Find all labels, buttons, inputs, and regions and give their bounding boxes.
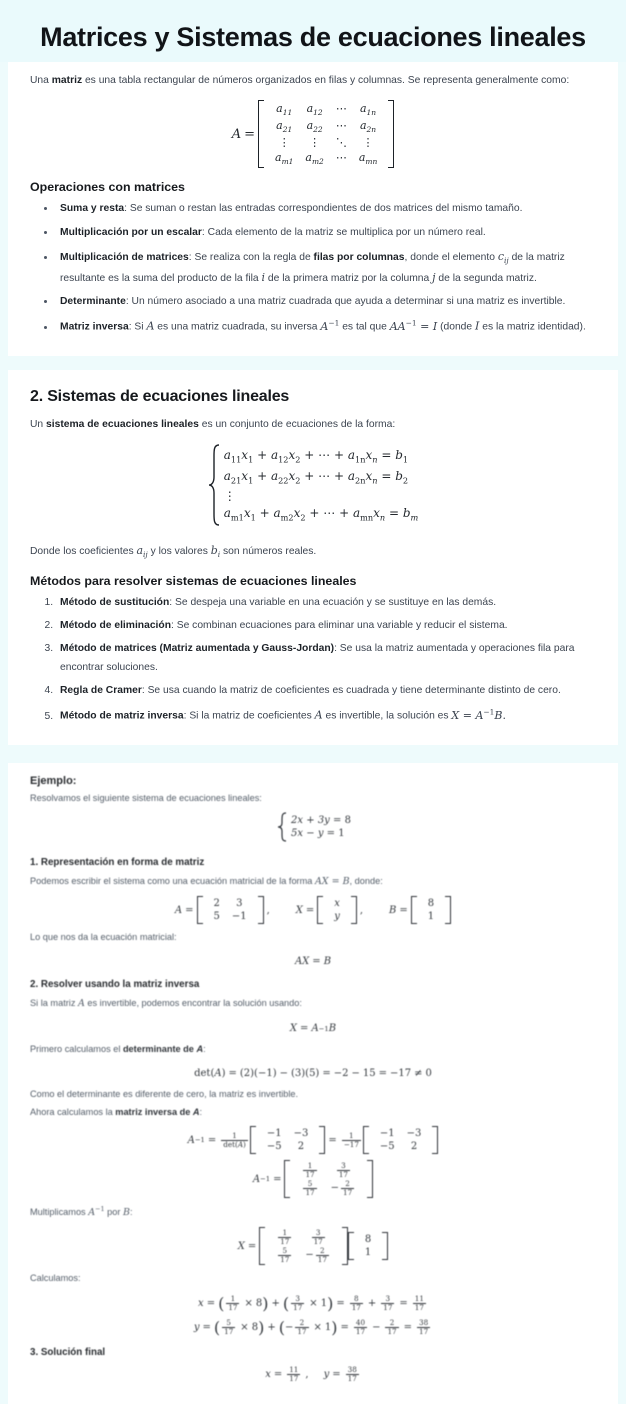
op-term: Determinante [60, 295, 126, 307]
matrix-adjugate-2 [363, 1126, 439, 1154]
list-item [56, 682, 596, 700]
cell: $a_{21}$ [276, 119, 293, 135]
cell: 8 [364, 1234, 372, 1246]
bracket-right [388, 100, 394, 169]
det-line-display [30, 1063, 596, 1081]
det-bold: determinante de A [122, 1044, 204, 1055]
denominator: −17 [343, 1139, 359, 1149]
list-item: • Multiplicación de matrices: Se realiza con la regla de filas por columnas, donde el elemento $c_{ij}$ de la matriz resultante es la suma del producto de la fila i de la primera matriz por la columna j de la segunda matriz. [56, 247, 596, 288]
matrix-B-2 [348, 1232, 388, 1260]
bracket-right [445, 896, 451, 924]
equation-row: $a_{m1}x_1 + a_{m2}x_2$ + ⋯ + $a_{mn}x_n = b_m$ [223, 506, 419, 523]
intro-bold-term: matriz [51, 74, 83, 86]
math-i: i [261, 270, 266, 284]
example-step3-heading: 3. Solución final [30, 1346, 106, 1358]
list-item [56, 594, 596, 612]
cell: 1 [427, 911, 435, 923]
matrix-a-grid [264, 100, 388, 169]
multiply-equation: X = $\frac{1}{17}$ $\frac{3}{17}$ $\frac{5}{17}$ − $\frac{2}{17}$ 8 1 [238, 1227, 389, 1265]
example-step1-after: Lo que nos da la ecuación matricial: [30, 932, 177, 943]
matrix-a-label: A [231, 126, 242, 142]
cell: − $\frac{2}{17}$ [305, 1246, 327, 1264]
cell: $a_{11}$ [276, 101, 293, 118]
final-y-frac [346, 1366, 359, 1382]
method-term: Método de eliminación [60, 619, 171, 631]
math-X-eq-AinvB: $X = A^{-1}B$. [451, 707, 507, 722]
det-line: det( A ) = (2)(−1) − (3)(5) = −2 − 15 = −17 ≠ 0 [194, 1068, 432, 1080]
cell: −5 [266, 1141, 282, 1153]
cell: $a_{22}$ [306, 119, 323, 135]
list-item [56, 617, 596, 635]
intro-lead: Un [30, 419, 47, 431]
numerator: 11 [289, 1365, 299, 1375]
cell: $a_{2n}$ [359, 119, 377, 135]
cell: −1 [266, 1128, 282, 1140]
system-equations-display [30, 444, 596, 531]
example-step2-heading: 2. Resolver usando la matriz inversa [30, 979, 200, 991]
example-step1-heading: 1. Representación en forma de matriz [30, 857, 205, 869]
list-item: 5. Método de matriz inversa: Si la matriz de coeficientes A es invertible, la solución es $X = A^{-1}B$. [56, 705, 596, 726]
method-term: Método de matrices (Matriz aumentada y Gauss-Jordan) [60, 643, 335, 655]
solution-formula: X = A −1 B [289, 1023, 337, 1035]
matrix-A-grid [203, 896, 258, 924]
op-text: : Un número asociado a una matriz cuadrada que ayuda a determinar si una matriz es invertible. [125, 295, 566, 307]
list-item [56, 293, 596, 311]
inverse-fraction-display [30, 1160, 596, 1198]
math-j: j [432, 270, 436, 284]
multiply-intro: Multiplicamos $A^{-1}$ por B: [30, 1205, 133, 1219]
matrix-X-def: X = x y , [295, 898, 364, 923]
bracket-right [432, 1126, 438, 1154]
cell: −3 [293, 1128, 309, 1140]
inverse-fraction-matrix: A −1 = $\frac{1}{17}$ $\frac{3}{17}$ $\frac{5}{17}$ − $\frac{2}{17}$ [253, 1160, 373, 1198]
general-matrix-display [30, 100, 596, 169]
op-text: : Se suman o restan las entradas correspondientes de dos matrices del mismo tamaño. [124, 203, 523, 215]
cell: ⋮ [278, 136, 290, 150]
math-bi: $b_i$ [210, 544, 221, 560]
adjugate-grid-2 [369, 1126, 433, 1154]
intro-lead: Una [30, 74, 52, 86]
method-text: : Se usa cuando la matriz de coeficientes es cuadrada y tiene determinante distinto de cero. [141, 684, 561, 696]
section-matrices [8, 62, 618, 356]
matrices-intro-paragraph [30, 72, 596, 90]
example-step2-text: Si la matriz A es invertible, podemos encontrar la solución usando: [30, 998, 302, 1010]
operations-heading: Operaciones con matrices [30, 180, 185, 195]
equation-row: ⋮ [223, 488, 236, 503]
math-AAinv-I: $AA^{-1} = I$ [389, 318, 438, 333]
page-title: Matrices y Sistemas de ecuaciones lineales [40, 22, 586, 52]
matrix-equation-display [30, 951, 596, 969]
cell: −1 [379, 1128, 395, 1140]
example-step1-text: Podemos escribir el sistema como una ecuación matricial de la forma AX = B, donde: [30, 876, 383, 888]
equation-row: $a_{21}x_1 + a_{22}x_2$ + ⋯ + $a_{2n}x_n = b_2$ [223, 469, 409, 486]
section2-heading: 2. Sistemas de ecuaciones lineales [30, 388, 290, 406]
cell: y [334, 911, 340, 923]
inverse-frac-grid-2 [265, 1227, 342, 1265]
math-aij: $a_{ij}$ [136, 544, 148, 560]
cell: $\frac{1}{17}$ [305, 1161, 315, 1179]
matrix-B-def: B = 8 1 [389, 896, 451, 924]
cell: 2 [297, 1141, 305, 1153]
numerator: 38 [347, 1365, 357, 1375]
matrix-B-grid [417, 896, 445, 924]
method-term: Regla de Cramer [60, 684, 142, 696]
list-item: • Matriz inversa: Si A es una matriz cuadrada, su inversa $A^{-1}$ es tal que $AA^{-1} = I$ (donde I es la matriz identidad). [56, 316, 596, 337]
inv-bold: matriz inversa de A [115, 1106, 200, 1117]
example-system-display [30, 812, 596, 847]
math-Ainv: $A^{-1}$ [88, 1205, 105, 1219]
op-term: Matriz inversa [60, 321, 129, 333]
math-B: B [122, 1207, 130, 1219]
final-x-frac [287, 1366, 300, 1382]
math-Ainv: $A^{-1}$ [320, 318, 340, 333]
multiply-display [30, 1227, 596, 1265]
example-system-lines [289, 812, 351, 842]
cell: $\frac{3}{17}$ [313, 1228, 323, 1246]
cell: ⋮ [309, 136, 321, 150]
methods-list [30, 594, 596, 727]
matrix-a-body [258, 100, 394, 169]
left-brace-icon [275, 812, 289, 842]
bracket-right [367, 1160, 373, 1198]
intro-rest: es un conjunto de ecuaciones de la forma: [198, 419, 396, 431]
example-matrices-display [30, 896, 596, 924]
matrix-inverse-frac [284, 1160, 373, 1198]
cell: 1 [364, 1247, 372, 1259]
methods-heading: Métodos para resolver sistemas de ecuaciones lineales [30, 573, 357, 588]
cell: −1 [231, 911, 247, 923]
inverse-calc-display [30, 1126, 596, 1154]
equation-row: $a_{11}x_1 + a_{12}x_2$ + ⋯ + $a_{1n}x_n = b_1$ [223, 447, 409, 465]
op-text: : Cada elemento de la matriz se multiplica por un número real. [201, 226, 486, 238]
list-item [56, 640, 596, 677]
cell: − $\frac{2}{17}$ [330, 1179, 353, 1197]
sistemas-intro-paragraph [30, 416, 596, 434]
inverse-frac-grid [290, 1160, 367, 1198]
numerator: 1 [232, 1130, 237, 1140]
cell: $a_{m1}$ [275, 151, 294, 167]
cell: 2 [410, 1141, 418, 1153]
cell: ⋯ [335, 119, 347, 133]
method-term: Método de sustitución [60, 596, 170, 608]
frac-1-detA [221, 1132, 248, 1148]
denominator: 17 [289, 1373, 299, 1383]
math-I: I [475, 319, 480, 333]
list-item [56, 224, 596, 242]
cell: −3 [406, 1128, 422, 1140]
op-emph: filas por columnas [313, 252, 405, 264]
matrix-equation: AX = B [294, 956, 332, 968]
frac-1-17 [342, 1132, 361, 1148]
calc-intro: Calculamos: [30, 1273, 81, 1284]
det-after: Como el determinante es diferente de cero, la matriz es invertible. [30, 1089, 299, 1100]
cell: ⋯ [335, 151, 347, 165]
math-A: A [146, 319, 155, 333]
method-text: : Se usa la matriz aumentada y operaciones fila para encontrar soluciones. [60, 643, 575, 673]
matrix-B [411, 896, 451, 924]
calc-y: y = ( $\frac{5}{17}$ × 8 ) + ( − $\frac{2}{17}$ × 1 ) = $\frac{40}{17}$ − $\frac{2}{17}$ = $\frac{38}{17}$ [193, 1317, 429, 1337]
method-text: : Se despeja una variable en una ecuación y se sustituye en las demás. [169, 596, 497, 608]
denominator: det(A) [223, 1139, 246, 1149]
after-system-text: Donde los coeficientes $a_{ij}$ y los valores $b_i$ son números reales. [30, 544, 317, 560]
denominator: 17 [347, 1373, 357, 1383]
cell: $\frac{5}{17}$ [280, 1246, 290, 1264]
matrix-adjugate [250, 1126, 326, 1154]
list-item [56, 200, 596, 218]
left-brace-icon [208, 444, 222, 526]
numerator: 1 [349, 1130, 354, 1140]
bracket-right [382, 1232, 388, 1260]
example-heading: Ejemplo: [30, 775, 77, 788]
equation-row: 5x − y = 1 [291, 828, 345, 840]
cell: 5 [213, 911, 220, 923]
matrix-inverse-frac-2 [259, 1227, 348, 1265]
math-cij: $c_{ij}$ [497, 250, 509, 266]
op-term: Multiplicación por un escalar [60, 226, 202, 238]
cell: $a_{mn}$ [358, 151, 378, 167]
method-text: : Se combinan ecuaciones para eliminar una variable y reducir el sistema. [171, 619, 508, 631]
matrix-X [317, 896, 357, 924]
cell: $a_{m2}$ [305, 151, 324, 167]
example-intro: Resolvamos el siguiente sistema de ecuaciones lineales: [30, 793, 262, 804]
inverse-calc: A −1 = $\frac{1}{\det(A)}$ −1 −3 −5 2 = $\frac{1}{-17}$ −1 −3 −5 2 [188, 1126, 439, 1154]
cell: $\frac{1}{17}$ [280, 1228, 290, 1246]
matrix-A [197, 896, 264, 924]
intro-bold-term: sistema de ecuaciones lineales [46, 419, 199, 431]
matrix-a-equation: A = $a_{11}$ $a_{12}$ ⋯ $a_{1n}$ $a_{21}$ $a_{22}$ ⋯ $a_{2n}$ ⋮ ⋮ ⋱ ⋮ $a_{m1}$ $a_{m2}$ ⋯ $a_{mn}$ [232, 100, 395, 169]
calc-x: x = ( $\frac{1}{17}$ × 8 ) + ( $\frac{3}{17}$ × 1 ) = $\frac{8}{17}$ + $\frac{3}{17}$ = $\frac{11}{17}$ [198, 1293, 424, 1313]
cell: −5 [379, 1141, 395, 1153]
section-sistemas [8, 370, 618, 745]
op-term: Multiplicación de matrices [60, 252, 189, 264]
calc-x-display [30, 1293, 596, 1313]
equation-row: 2x + 3y = 8 [291, 815, 351, 827]
math-A: A [78, 998, 85, 1010]
final-solution: x = $\frac{11}{17}$ , y = $\frac{38}{17}$ [265, 1365, 357, 1383]
op-term: Suma y resta [60, 203, 125, 215]
intro-rest: es una tabla rectangular de números organizados en filas y columnas. Se representa generalmente como: [82, 74, 570, 86]
cell: ⋱ [335, 136, 347, 150]
example-system [275, 812, 351, 842]
cell: ⋮ [362, 136, 374, 150]
cell: $\frac{5}{17}$ [305, 1179, 315, 1197]
cell: $a_{1n}$ [359, 101, 377, 118]
cell: 3 [236, 898, 243, 910]
example-content [30, 775, 596, 1382]
det-intro: Primero calculamos el determinante de A: [30, 1044, 206, 1055]
cell: 8 [427, 898, 435, 910]
solution-formula-display [30, 1018, 596, 1036]
cell: 2 [213, 898, 220, 910]
matrix-B-grid-2 [354, 1232, 382, 1260]
cell: $\frac{3}{17}$ [338, 1161, 348, 1179]
cell: ⋯ [335, 101, 347, 115]
math-AX-B: AX = B [314, 876, 350, 888]
method-term: Método de matriz inversa [60, 710, 184, 722]
section-ejemplo [8, 763, 618, 1404]
system-brace-group [208, 444, 419, 526]
matrix-X-grid [323, 896, 351, 924]
adjugate-grid [256, 1126, 320, 1154]
operations-list [30, 200, 596, 337]
inverse-intro: Ahora calculamos la matriz inversa de A: [30, 1106, 203, 1117]
math-A: A [314, 708, 323, 722]
system-lines [222, 444, 419, 526]
title-band [0, 0, 626, 62]
calc-y-display [30, 1317, 596, 1337]
final-solution-display [30, 1364, 596, 1383]
cell: x [334, 898, 340, 910]
cell: $a_{12}$ [306, 101, 323, 118]
matrix-A-def: A = 2 3 5 −1 , [174, 898, 270, 923]
